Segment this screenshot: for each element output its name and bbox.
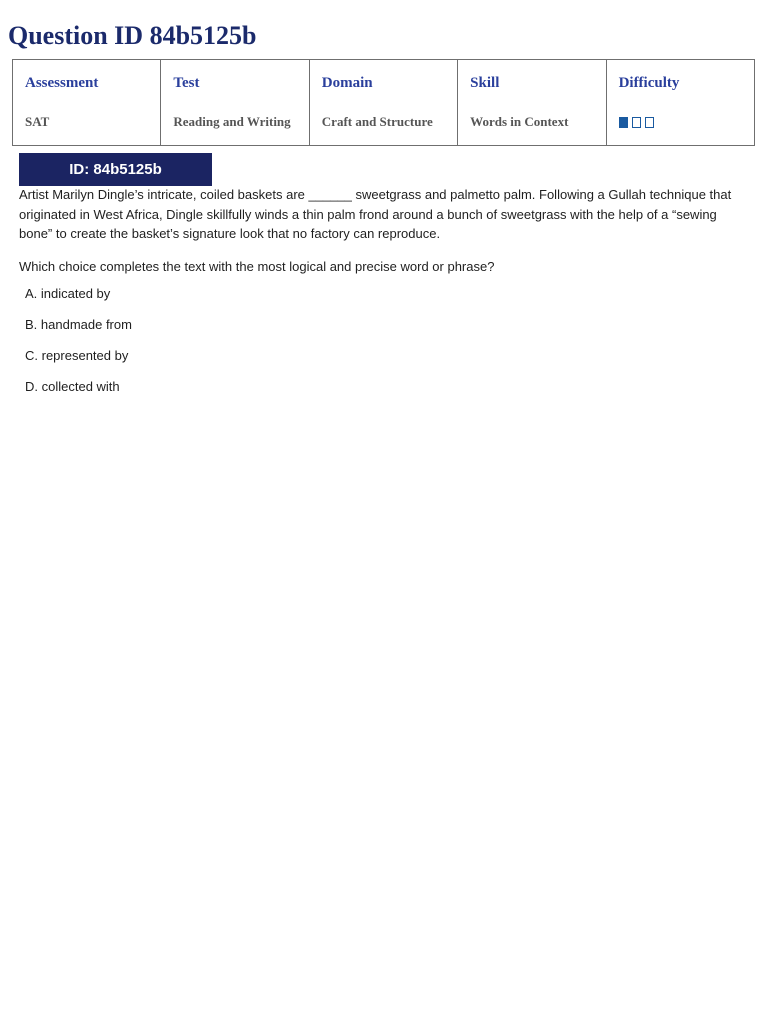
meta-label-skill: Skill: [470, 75, 500, 91]
meta-cell-assessment: [13, 60, 161, 146]
difficulty-bar-icon: [632, 117, 641, 128]
answer-choice-b[interactable]: B. handmade from: [25, 317, 132, 332]
meta-value-test: Reading and Writing: [173, 114, 291, 129]
difficulty-bar-icon: [619, 117, 628, 128]
meta-label-difficulty: Difficulty: [618, 75, 680, 91]
question-metadata-table: [12, 59, 755, 146]
metadata-row: [13, 60, 755, 146]
meta-cell-domain: [309, 60, 457, 146]
meta-cell-difficulty: [606, 60, 754, 146]
answer-choice-a[interactable]: A. indicated by: [25, 286, 111, 301]
meta-value-domain: Craft and Structure: [321, 114, 433, 129]
meta-value-skill: Words in Context: [470, 114, 569, 129]
page-title: Question ID 84b5125b: [8, 21, 257, 50]
question-stem: Which choice completes the text with the most logical and precise word or phrase?: [19, 259, 495, 274]
question-passage: Artist Marilyn Dingle’s intricate, coiled baskets are ______ sweetgrass and palmetto palm. Following a Gullah technique that originated in West Africa, Dingle skillfully winds a thin palm frond around a bunch of sweetgrass with the help of a “sewing bone” to create the basket’s signature look that no factory can reproduce.: [19, 187, 732, 241]
meta-cell-test: [161, 60, 309, 146]
meta-label-domain: Domain: [321, 75, 373, 91]
difficulty-indicator: [619, 117, 742, 128]
meta-label-assessment: Assessment: [25, 75, 99, 91]
answer-choice-d[interactable]: D. collected with: [25, 379, 120, 394]
meta-label-test: Test: [173, 75, 200, 91]
meta-cell-skill: [458, 60, 606, 146]
difficulty-bar-icon: [645, 117, 654, 128]
meta-value-assessment: SAT: [25, 114, 50, 129]
answer-choice-c[interactable]: C. represented by: [25, 348, 129, 363]
question-id-badge: ID: 84b5125b: [19, 153, 212, 186]
answer-choices: [25, 284, 132, 408]
